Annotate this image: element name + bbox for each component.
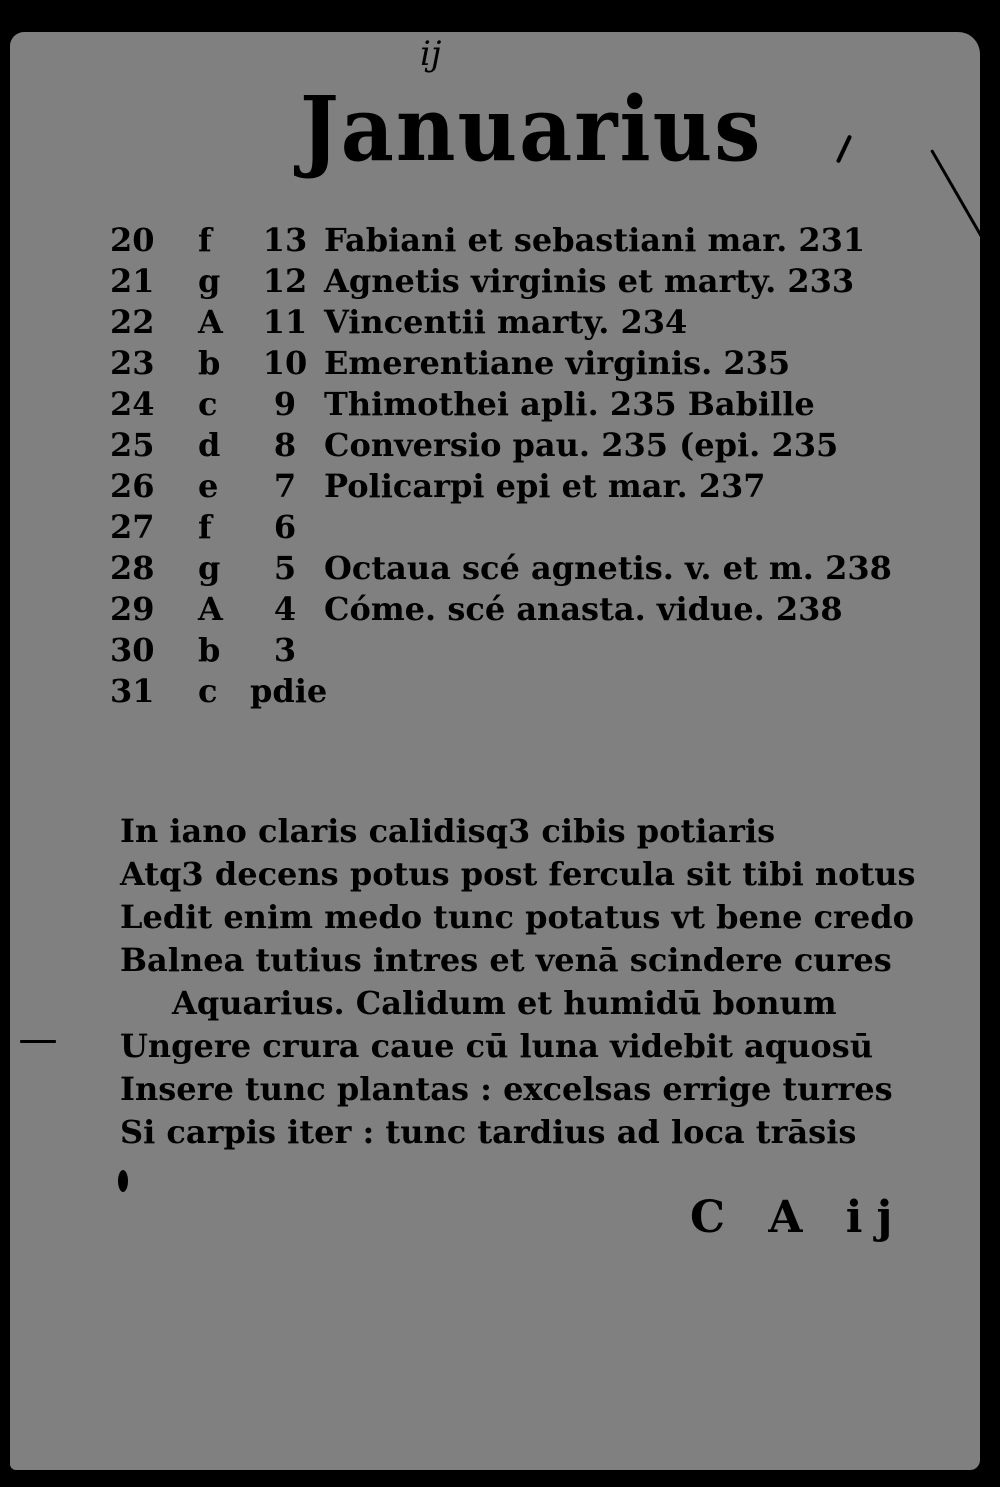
day-count: 3 [273, 631, 297, 669]
calendar-day: 30 [110, 631, 155, 669]
feast-entry: Thimothei apli. 235 Babille [324, 385, 815, 423]
header-scribble: ij [420, 34, 442, 74]
day-count: 7 [273, 467, 297, 505]
calendar-row [110, 507, 930, 548]
calendar-day: 26 [110, 467, 155, 505]
calendar-row [110, 343, 930, 384]
dominical-letter: b [198, 631, 221, 669]
day-count: 4 [273, 590, 297, 628]
calendar-day: 24 [110, 385, 155, 423]
dominical-letter: g [198, 549, 221, 587]
day-count: 12 [262, 262, 308, 300]
dominical-letter: e [198, 467, 219, 505]
calendar-row [110, 548, 930, 589]
calendar-day: 22 [110, 303, 155, 341]
verse-line: Aquarius. Calidum et humidū bonum [172, 984, 837, 1022]
feast-entry: Fabiani et sebastiani mar. 231 [324, 221, 866, 259]
verse-line: In iano claris calidisq3 cibis potiaris [120, 812, 776, 850]
calendar-day: 23 [110, 344, 155, 382]
dominical-letter: c [198, 385, 218, 423]
calendar-day: 25 [110, 426, 155, 464]
calendar-day: 20 [110, 221, 155, 259]
verse-line: Ledit enim medo tunc potatus vt bene credo [120, 898, 914, 936]
day-count: 6 [273, 508, 297, 546]
feast-entry: Conversio pau. 235 (epi. 235 [324, 426, 839, 464]
calendar-row [110, 425, 930, 466]
verse-line: Si carpis iter : tunc tardius ad loca trāsis [120, 1113, 857, 1151]
verse-line: Balnea tutius intres et venā scindere cures [120, 941, 892, 979]
signature-mark: C A ij [690, 1192, 907, 1243]
calendar-day: 29 [110, 590, 155, 628]
calendar-row [110, 384, 930, 425]
feast-entry: Octaua scé agnetis. v. et m. 238 [324, 549, 892, 587]
verse-line: Insere tunc plantas : excelsas errige turres [120, 1070, 893, 1108]
feast-entry: Emerentiane virginis. 235 [324, 344, 791, 382]
day-count: 9 [273, 385, 297, 423]
dominical-letter: d [198, 426, 221, 464]
verse-block [120, 810, 916, 1154]
dominical-letter: A [198, 303, 223, 341]
dominical-letter: c [198, 672, 218, 710]
calendar-day: 28 [110, 549, 155, 587]
ink-speck [20, 1040, 56, 1043]
dominical-letter: b [198, 344, 221, 382]
dominical-letter: f [198, 221, 212, 259]
calendar-row [110, 630, 930, 671]
day-count: 8 [273, 426, 297, 464]
day-count: 10 [262, 344, 308, 382]
calendar-table [110, 220, 930, 712]
day-count: pdie [250, 672, 328, 710]
page-title: Januarius [300, 78, 763, 182]
feast-entry: Vincentii marty. 234 [324, 303, 688, 341]
ink-speck [118, 1170, 128, 1192]
dominical-letter: g [198, 262, 221, 300]
feast-entry: Policarpi epi et mar. 237 [324, 467, 766, 505]
calendar-row [110, 220, 930, 261]
feast-entry: Agnetis virginis et marty. 233 [324, 262, 855, 300]
day-count: 13 [262, 221, 308, 259]
calendar-row [110, 466, 930, 507]
dominical-letter: f [198, 508, 212, 546]
day-count: 5 [273, 549, 297, 587]
calendar-day: 21 [110, 262, 155, 300]
calendar-row [110, 261, 930, 302]
feast-entry: Cóme. scé anasta. vidue. 238 [324, 590, 843, 628]
calendar-day: 31 [110, 672, 155, 710]
dominical-letter: A [198, 590, 223, 628]
calendar-row [110, 589, 930, 630]
calendar-row [110, 671, 930, 712]
calendar-day: 27 [110, 508, 155, 546]
day-count: 11 [262, 303, 308, 341]
calendar-row [110, 302, 930, 343]
verse-line: Atq3 decens potus post fercula sit tibi notus [120, 855, 916, 893]
verse-line: Ungere crura caue cū luna videbit aquosū [120, 1027, 873, 1065]
